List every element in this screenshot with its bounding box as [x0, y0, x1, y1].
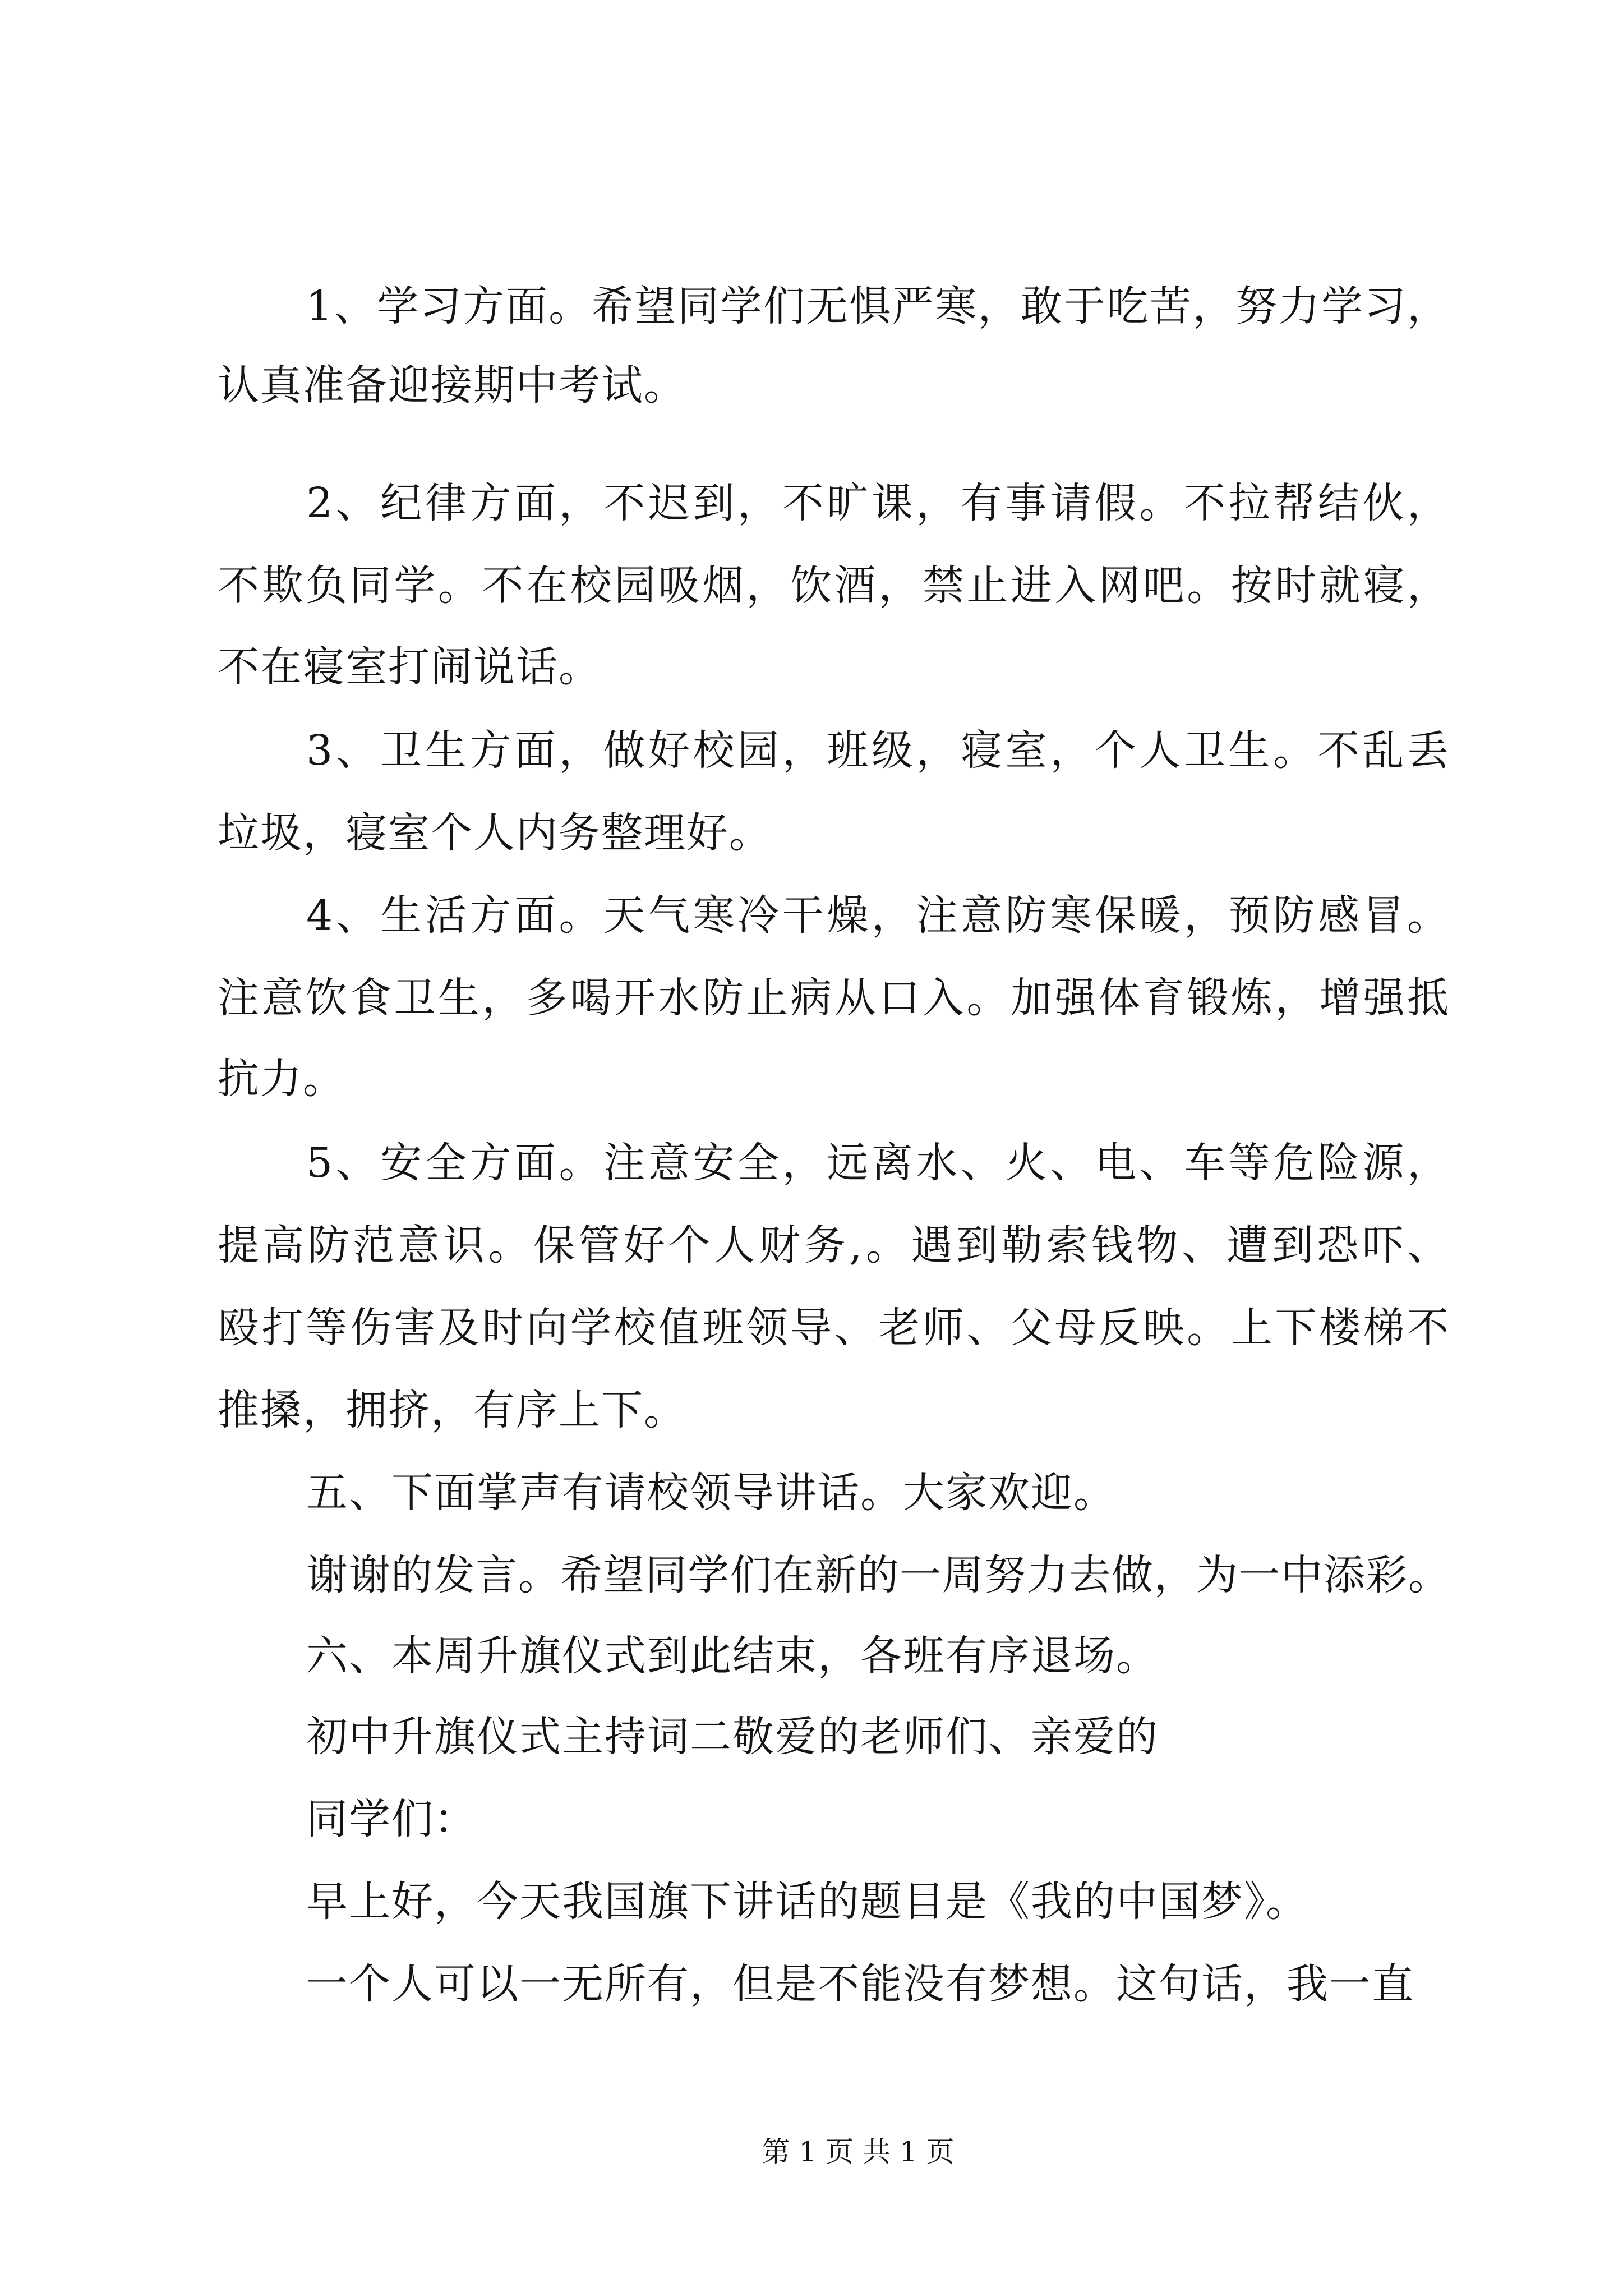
paragraph-line: 4、生活方面。天气寒冷干燥，注意防寒保暖，预防感冒。 — [306, 891, 1450, 940]
paragraph-line: 2、纪律方面，不迟到，不旷课，有事请假。不拉帮结伙， — [306, 479, 1450, 527]
paragraph-line: 初中升旗仪式主持词二敬爱的老师们、亲爱的 — [306, 1713, 1159, 1761]
paragraph-line: 5、安全方面。注意安全，远离水、火、电、车等危险源， — [306, 1139, 1450, 1187]
paragraph-line: 一个人可以一无所有，但是不能没有梦想。这句话，我一直 — [306, 1960, 1414, 2008]
paragraph-line: 五、下面掌声有请校领导讲话。大家欢迎。 — [306, 1469, 1116, 1517]
paragraph-line: 1、学习方面。希望同学们无惧严寒，敢于吃苦，努力学习， — [306, 282, 1450, 330]
page-footer: 第 1 页 共 1 页 — [762, 2136, 955, 2168]
paragraph-line: 认真准备迎接期中考试。 — [218, 361, 686, 409]
paragraph-line: 早上好，今天我国旗下讲话的题目是《我的中国梦》。 — [306, 1878, 1308, 1926]
paragraph-line: 抗力。 — [218, 1055, 345, 1103]
paragraph-line: 六、本周升旗仪式到此结束，各班有序退场。 — [306, 1632, 1159, 1680]
paragraph-line: 提高防范意识。保管好个人财务,。遇到勒索钱物、遭到恐吓、 — [218, 1221, 1450, 1269]
paragraph-line: 垃圾，寝室个人内务整理好。 — [218, 809, 772, 857]
paragraph-line: 注意饮食卫生，多喝开水防止病从口入。加强体育锻炼，增强抵 — [218, 974, 1450, 1022]
paragraph-line: 殴打等伤害及时向学校值班领导、老师、父母反映。上下楼梯不 — [218, 1304, 1450, 1352]
paragraph-line: 同学们： — [306, 1795, 477, 1843]
paragraph-line: 谢谢的发言。希望同学们在新的一周努力去做，为一中添彩。 — [306, 1551, 1450, 1599]
paragraph-line: 不欺负同学。不在校园吸烟，饮酒，禁止进入网吧。按时就寝， — [218, 562, 1450, 610]
paragraph-line: 不在寝室打闹说话。 — [218, 643, 601, 691]
paragraph-line: 3、卫生方面，做好校园，班级，寝室，个人卫生。不乱丢 — [306, 726, 1450, 775]
paragraph-line: 推搡，拥挤，有序上下。 — [218, 1386, 686, 1434]
